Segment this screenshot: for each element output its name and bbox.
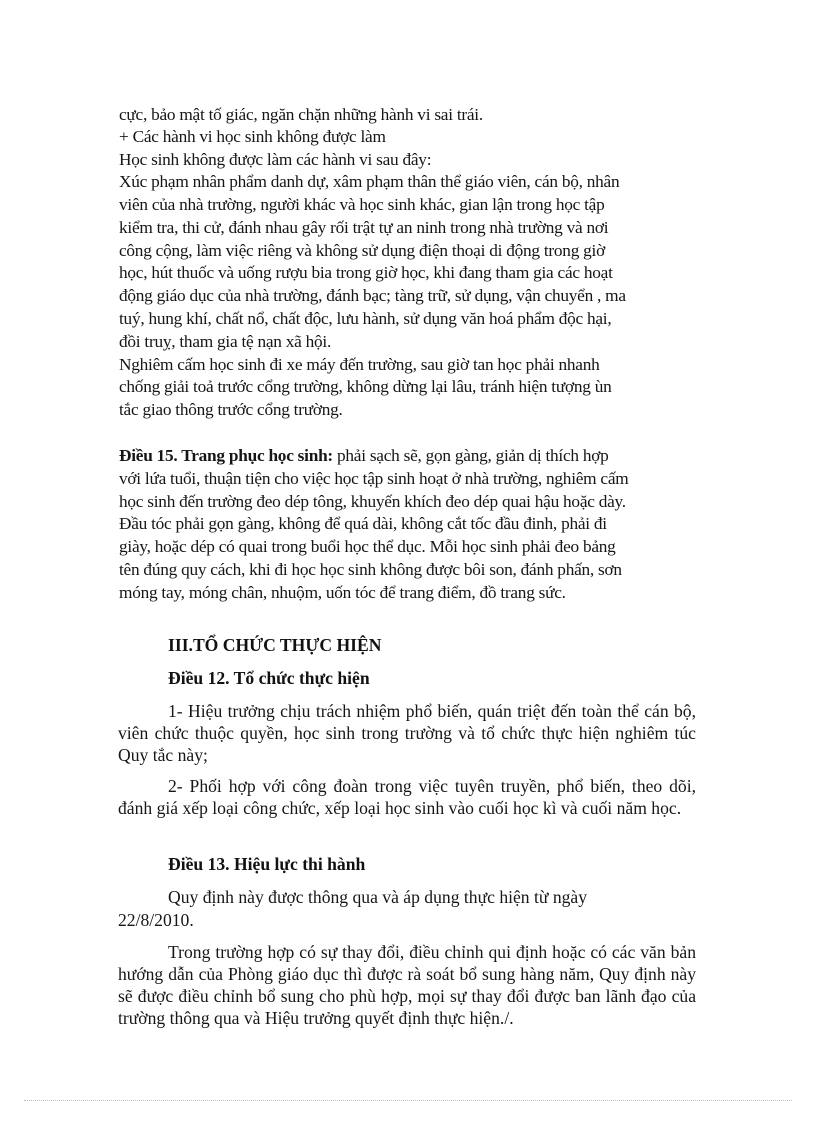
- page-bottom-divider: [24, 1100, 792, 1101]
- text-line: móng tay, móng chân, nhuộm, uốn tóc để trang điểm, đồ trang sức.: [119, 583, 566, 602]
- article-13-paragraph-1-line-2: 22/8/2010.: [118, 910, 194, 930]
- text-line: Đầu tóc phải gọn gàng, không để quá dài, không cắt tốc đầu đinh, phải đi: [119, 514, 607, 533]
- article-13-paragraph-1-line-1: Quy định này được thông qua và áp dụng thực hiện từ ngày: [168, 887, 588, 907]
- text-line: công cộng, làm việc riêng và không sử dụng điện thoại di động trong giờ: [119, 241, 605, 260]
- text-line: tắc giao thông trước cổng trường.: [119, 400, 343, 419]
- article-15-title: Điều 15. Trang phục học sinh:: [119, 446, 333, 465]
- article-13-heading: Điều 13. Hiệu lực thi hành: [168, 854, 366, 874]
- text-line: học, hút thuốc và uống rượu bia trong giờ học, khi đang tham gia các hoạt: [119, 263, 613, 282]
- text-line: tuý, hung khí, chất nổ, chất độc, lưu hành, sử dụng văn hoá phẩm độc hại,: [119, 309, 612, 328]
- text-line: động giáo dục của nhà trường, đánh bạc; tàng trữ, sử dụng, vận chuyển , ma: [119, 286, 626, 305]
- text-line: với lứa tuổi, thuận tiện cho việc học tập sinh hoạt ở nhà trường, nghiêm cấm: [119, 469, 629, 488]
- article-12-paragraph-2: 2- Phối hợp với công đoàn trong việc tuyên truyền, phổ biến, theo dõi, đánh giá xếp loại công chức, xếp loại học sinh vào cuối học kì và cuối năm học.: [118, 776, 696, 818]
- section-heading: III.TỔ CHỨC THỰC HIỆN: [168, 635, 382, 655]
- text-line: viên của nhà trường, người khác và học sinh khác, gian lận trong học tập: [119, 195, 605, 214]
- text-line: học sinh đến trường đeo dép tông, khuyến khích đeo dép quai hậu hoặc dày.: [119, 492, 626, 511]
- article-12-paragraph-1: 1- Hiệu trưởng chịu trách nhiệm phổ biến, quán triệt đến toàn thể cán bộ, viên chức thuộc quyền, học sinh trong trường và tổ chức thực hiện nghiêm túc Quy tắc này;: [118, 701, 696, 765]
- text-line: Nghiêm cấm học sinh đi xe máy đến trường, sau giờ tan học phải nhanh: [119, 355, 600, 374]
- text-line: giày, hoặc dép có quai trong buổi học thể dục. Mỗi học sinh phải đeo bảng: [119, 537, 616, 556]
- article-13-paragraph-2: Trong trường hợp có sự thay đổi, điều chỉnh qui định hoặc có các văn bản hướng dẫn của Phòng giáo dục thì được rà soát bổ sung hàng năm, Quy định này sẽ được điều chỉnh bổ sung cho phù hợp, mọi sự thay đổi được ban lãnh đạo của trường thông qua và Hiệu trưởng quyết định thực hiện./.: [118, 942, 696, 1028]
- article-15-text: phải sạch sẽ, gọn gàng, giản dị thích hợp: [332, 446, 609, 465]
- text-line: đồi truỵ, tham gia tệ nạn xã hội.: [119, 332, 332, 351]
- article-15-first-line: [119, 445, 697, 467]
- text-line: Xúc phạm nhân phẩm danh dự, xâm phạm thân thể giáo viên, cán bộ, nhân: [119, 172, 620, 191]
- text-line: Học sinh không được làm các hành vi sau đây:: [119, 150, 432, 169]
- article-12-heading: Điều 12. Tổ chức thực hiện: [168, 668, 370, 688]
- text-line: chống giải toả trước cổng trường, không dừng lại lâu, tránh hiện tượng ùn: [119, 377, 612, 396]
- text-line: cực, bảo mật tố giác, ngăn chặn những hành vi sai trái.: [119, 105, 483, 124]
- text-line: kiểm tra, thi cử, đánh nhau gây rối trật tự an ninh trong nhà trường và nơi: [119, 218, 609, 237]
- text-line: + Các hành vi học sinh không được làm: [119, 127, 386, 146]
- text-line: tên đúng quy cách, khi đi học học sinh không được bôi son, đánh phấn, sơn: [119, 560, 622, 579]
